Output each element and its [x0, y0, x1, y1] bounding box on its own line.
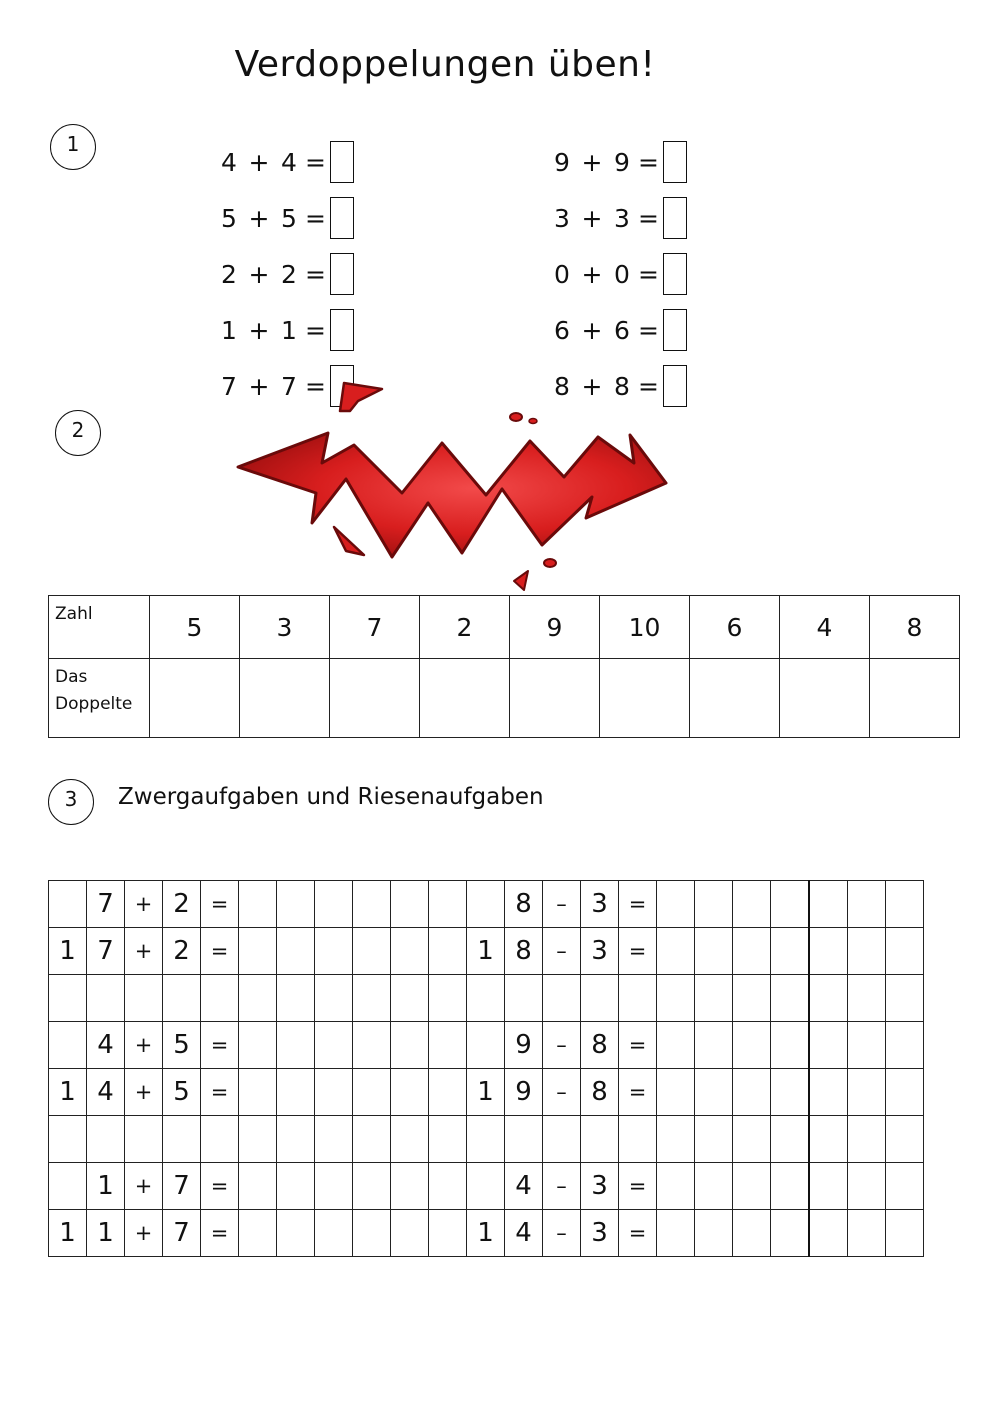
label-line-1: Das	[55, 667, 88, 687]
grid-cell[interactable]	[201, 1116, 239, 1163]
grid-cell: =	[619, 1022, 657, 1069]
grid-cell[interactable]	[391, 1163, 429, 1210]
grid-cell[interactable]	[315, 928, 353, 975]
grid-cell[interactable]	[848, 1163, 886, 1210]
grid-cell[interactable]	[391, 928, 429, 975]
equals-sign: =	[305, 147, 326, 177]
equation-row	[220, 307, 354, 353]
grid-cell[interactable]	[809, 1069, 848, 1116]
lightning-bolt-icon	[230, 375, 680, 600]
grid-cell[interactable]	[429, 1116, 467, 1163]
grid-cell[interactable]	[733, 975, 771, 1022]
grid-cell[interactable]	[848, 1210, 886, 1257]
grid-cell: =	[201, 1163, 239, 1210]
grid-cell[interactable]	[886, 1022, 924, 1069]
grid-cell[interactable]	[809, 975, 848, 1022]
grid-cell: =	[201, 928, 239, 975]
answer-box[interactable]	[330, 253, 354, 295]
page-title: Verdoppelungen üben!	[234, 44, 656, 85]
grid-cell[interactable]	[163, 975, 201, 1022]
grid-cell: 8	[505, 928, 543, 975]
grid-cell[interactable]	[695, 1069, 733, 1116]
grid-cell[interactable]	[315, 1069, 353, 1116]
plus-sign: +	[248, 259, 270, 289]
grid-cell[interactable]	[657, 1116, 695, 1163]
grid-cell[interactable]	[657, 1069, 695, 1116]
answer-cell[interactable]	[870, 659, 960, 738]
grid-cell[interactable]	[543, 1116, 581, 1163]
grid-cell[interactable]	[391, 1210, 429, 1257]
grid-cell: 7	[163, 1210, 201, 1257]
grid-cell: 2	[163, 881, 201, 928]
grid-cell[interactable]	[809, 1163, 848, 1210]
grid-cell: –	[543, 1210, 581, 1257]
grid-cell[interactable]	[429, 1069, 467, 1116]
answer-cell[interactable]	[510, 659, 600, 738]
number-cell: 3	[240, 596, 330, 659]
equals-sign: =	[638, 147, 659, 177]
grid-cell[interactable]	[695, 1163, 733, 1210]
operand-a: 9	[554, 147, 570, 177]
bolt-fragment-dot	[544, 559, 556, 567]
grid-cell[interactable]	[239, 1022, 277, 1069]
grid-cell[interactable]	[886, 881, 924, 928]
number-cell: 9	[510, 596, 600, 659]
answer-box[interactable]	[663, 309, 687, 351]
answer-cell[interactable]	[330, 659, 420, 738]
number-cell: 10	[600, 596, 690, 659]
section-3-subtitle: Zwergaufgaben und Riesenaufgaben	[118, 784, 544, 810]
grid-cell[interactable]	[848, 881, 886, 928]
grid-cell[interactable]	[886, 975, 924, 1022]
grid-cell[interactable]	[771, 881, 810, 928]
grid-cell[interactable]	[886, 928, 924, 975]
grid-cell[interactable]	[771, 1069, 810, 1116]
equals-sign: =	[305, 371, 326, 401]
grid-cell: 4	[87, 1022, 125, 1069]
grid-cell: =	[201, 1210, 239, 1257]
operand-b: 5	[281, 203, 297, 233]
answer-cell[interactable]	[420, 659, 510, 738]
grid-cell[interactable]	[657, 928, 695, 975]
plus-sign: +	[581, 147, 603, 177]
answer-box[interactable]	[663, 197, 687, 239]
bolt-fragment-dot	[529, 419, 537, 424]
grid-cell[interactable]	[315, 1163, 353, 1210]
grid-cell[interactable]	[771, 1116, 810, 1163]
grid-cell[interactable]	[809, 881, 848, 928]
grid-cell: –	[543, 1163, 581, 1210]
grid-cell[interactable]	[809, 1116, 848, 1163]
number-cell: 8	[870, 596, 960, 659]
operand-b: 4	[281, 147, 297, 177]
equation-row	[553, 195, 687, 241]
grid-cell: =	[619, 1210, 657, 1257]
grid-cell[interactable]	[429, 928, 467, 975]
grid-cell: 3	[581, 1210, 619, 1257]
grid-row	[49, 1022, 924, 1069]
operand-a: 6	[554, 315, 570, 345]
answer-box[interactable]	[330, 141, 354, 183]
grid-cell[interactable]	[277, 1116, 315, 1163]
plus-sign: +	[248, 147, 270, 177]
grid-cell[interactable]	[771, 975, 810, 1022]
operand-a: 0	[554, 259, 570, 289]
grid-cell: =	[619, 1069, 657, 1116]
grid-cell: 1	[49, 1210, 87, 1257]
grid-row	[49, 1163, 924, 1210]
grid-cell[interactable]	[239, 1210, 277, 1257]
grid-cell: 4	[505, 1163, 543, 1210]
equation-row	[220, 139, 354, 185]
grid-cell[interactable]	[695, 928, 733, 975]
grid-cell: =	[201, 1069, 239, 1116]
grid-cell[interactable]	[657, 1210, 695, 1257]
grid-row	[49, 1210, 924, 1257]
answer-box[interactable]	[330, 309, 354, 351]
grid-cell[interactable]	[201, 975, 239, 1022]
grid-cell[interactable]	[353, 975, 391, 1022]
grid-cell[interactable]	[848, 1022, 886, 1069]
grid-cell[interactable]	[353, 1163, 391, 1210]
grid-cell: +	[125, 928, 163, 975]
answer-cell[interactable]	[600, 659, 690, 738]
plus-sign: +	[581, 315, 603, 345]
grid-cell[interactable]	[733, 1069, 771, 1116]
grid-cell[interactable]	[277, 975, 315, 1022]
grid-cell[interactable]	[771, 1210, 810, 1257]
grid-cell[interactable]	[809, 1210, 848, 1257]
number-cell: 4	[780, 596, 870, 659]
grid-cell[interactable]	[695, 1210, 733, 1257]
grid-cell[interactable]	[49, 1116, 87, 1163]
grid-cell: 3	[581, 1163, 619, 1210]
grid-cell[interactable]	[733, 1022, 771, 1069]
grid-cell: –	[543, 928, 581, 975]
plus-sign: +	[248, 315, 270, 345]
operand-a: 1	[221, 315, 237, 345]
grid-cell[interactable]	[809, 1022, 848, 1069]
grid-cell[interactable]	[353, 1022, 391, 1069]
grid-cell: 1	[467, 928, 505, 975]
grid-cell[interactable]	[315, 1022, 353, 1069]
grid-row	[49, 1069, 924, 1116]
grid-cell[interactable]	[49, 881, 87, 928]
grid-cell[interactable]	[87, 1116, 125, 1163]
grid-row	[49, 881, 924, 928]
grid-cell[interactable]	[429, 1210, 467, 1257]
grid-cell[interactable]	[657, 1163, 695, 1210]
grid-cell[interactable]	[695, 1022, 733, 1069]
equals-sign: =	[305, 203, 326, 233]
bolt-shape	[238, 433, 666, 557]
grid-cell[interactable]	[315, 881, 353, 928]
grid-cell[interactable]	[125, 1116, 163, 1163]
answer-box[interactable]	[663, 253, 687, 295]
grid-cell: 7	[87, 881, 125, 928]
grid-cell: =	[201, 881, 239, 928]
operand-a: 5	[221, 203, 237, 233]
grid-cell[interactable]	[239, 881, 277, 928]
label-line-2: Doppelte	[55, 694, 133, 714]
operand-b: 3	[614, 203, 630, 233]
grid-cell[interactable]	[239, 1116, 277, 1163]
operand-b: 6	[614, 315, 630, 345]
grid-cell[interactable]	[429, 1022, 467, 1069]
grid-row	[49, 1116, 924, 1163]
grid-cell[interactable]	[733, 1210, 771, 1257]
grid-cell[interactable]	[49, 1022, 87, 1069]
operand-a: 2	[221, 259, 237, 289]
grid-cell[interactable]	[277, 1210, 315, 1257]
grid-cell[interactable]	[733, 1163, 771, 1210]
grid-cell[interactable]	[581, 1116, 619, 1163]
grid-cell[interactable]	[239, 1163, 277, 1210]
grid-cell[interactable]	[239, 1069, 277, 1116]
grid-cell: 8	[505, 881, 543, 928]
equation-row	[220, 195, 354, 241]
operand-a: 8	[554, 371, 570, 401]
grid-cell: 1	[87, 1210, 125, 1257]
grid-cell[interactable]	[467, 881, 505, 928]
grid-cell[interactable]	[771, 928, 810, 975]
grid-cell[interactable]	[315, 975, 353, 1022]
doubling-table	[48, 595, 960, 738]
section-number-2: 2	[55, 410, 101, 456]
grid-cell[interactable]	[391, 1069, 429, 1116]
operand-b: 2	[281, 259, 297, 289]
grid-cell[interactable]	[315, 1210, 353, 1257]
grid-cell[interactable]	[848, 1116, 886, 1163]
grid-row	[49, 928, 924, 975]
grid-cell: =	[619, 881, 657, 928]
grid-cell: 1	[467, 1210, 505, 1257]
row-label-doppelte	[49, 659, 150, 738]
grid-cell[interactable]	[277, 881, 315, 928]
plus-sign: +	[248, 371, 270, 401]
grid-cell[interactable]	[277, 1022, 315, 1069]
grid-cell[interactable]	[695, 975, 733, 1022]
plus-sign: +	[581, 203, 603, 233]
equals-sign: =	[305, 315, 326, 345]
grid-cell: 8	[581, 1022, 619, 1069]
grid-cell[interactable]	[733, 881, 771, 928]
plus-sign: +	[248, 203, 270, 233]
grid-cell[interactable]	[163, 1116, 201, 1163]
equals-sign: =	[305, 259, 326, 289]
equation-row	[553, 139, 687, 185]
grid-cell: =	[619, 928, 657, 975]
grid-cell[interactable]	[733, 928, 771, 975]
answer-cell[interactable]	[690, 659, 780, 738]
grid-cell[interactable]	[467, 1022, 505, 1069]
grid-cell[interactable]	[277, 928, 315, 975]
equation-row	[220, 251, 354, 297]
grid-cell[interactable]	[391, 1022, 429, 1069]
grid-cell[interactable]	[771, 1163, 810, 1210]
equation-row	[553, 307, 687, 353]
grid-cell[interactable]	[619, 1116, 657, 1163]
grid-cell: 7	[163, 1163, 201, 1210]
grid-cell[interactable]	[315, 1116, 353, 1163]
grid-cell: 8	[581, 1069, 619, 1116]
grid-cell: 5	[163, 1022, 201, 1069]
grid-cell[interactable]	[391, 881, 429, 928]
grid-cell[interactable]	[657, 881, 695, 928]
equals-sign: =	[638, 371, 659, 401]
number-cell: 5	[150, 596, 240, 659]
table-row-numbers	[49, 596, 960, 659]
equals-sign: =	[638, 315, 659, 345]
grid-cell[interactable]	[886, 1116, 924, 1163]
grid-cell[interactable]	[353, 881, 391, 928]
row-label-zahl: Zahl	[49, 596, 150, 659]
operand-a: 3	[554, 203, 570, 233]
grid-cell: 1	[49, 1069, 87, 1116]
grid-cell: =	[201, 1022, 239, 1069]
grid-cell[interactable]	[848, 928, 886, 975]
grid-cell[interactable]	[467, 1163, 505, 1210]
grid-cell: 4	[505, 1210, 543, 1257]
grid-cell[interactable]	[771, 1022, 810, 1069]
grid-cell[interactable]	[429, 975, 467, 1022]
grid-cell[interactable]	[733, 1116, 771, 1163]
grid-cell[interactable]	[695, 881, 733, 928]
grid-cell[interactable]	[886, 1163, 924, 1210]
grid-cell[interactable]	[848, 1069, 886, 1116]
grid-cell: 5	[163, 1069, 201, 1116]
grid-cell: +	[125, 1022, 163, 1069]
grid-cell[interactable]	[353, 1210, 391, 1257]
grid-cell[interactable]	[391, 975, 429, 1022]
operand-b: 9	[614, 147, 630, 177]
bolt-fragment-left	[334, 527, 364, 555]
grid-cell[interactable]	[467, 1116, 505, 1163]
grid-cell[interactable]	[657, 1022, 695, 1069]
answer-cell[interactable]	[150, 659, 240, 738]
answer-cell[interactable]	[780, 659, 870, 738]
equals-sign: =	[638, 203, 659, 233]
operand-b: 0	[614, 259, 630, 289]
grid-cell[interactable]	[49, 975, 87, 1022]
operand-b: 8	[614, 371, 630, 401]
grid-cell: 7	[87, 928, 125, 975]
grid-cell[interactable]	[886, 1210, 924, 1257]
answer-cell[interactable]	[240, 659, 330, 738]
grid-cell: +	[125, 1069, 163, 1116]
grid-cell[interactable]	[353, 928, 391, 975]
grid-cell[interactable]	[886, 1069, 924, 1116]
grid-cell[interactable]	[581, 975, 619, 1022]
grid-cell[interactable]	[87, 975, 125, 1022]
math-grid	[48, 880, 924, 1257]
operand-a: 4	[221, 147, 237, 177]
operand-b: 7	[281, 371, 297, 401]
grid-cell: +	[125, 881, 163, 928]
grid-cell[interactable]	[543, 975, 581, 1022]
grid-cell: 9	[505, 1022, 543, 1069]
grid-cell: 3	[581, 928, 619, 975]
operand-b: 1	[281, 315, 297, 345]
answer-box[interactable]	[663, 141, 687, 183]
grid-cell[interactable]	[277, 1069, 315, 1116]
section-number-3: 3	[48, 779, 94, 825]
plus-sign: +	[581, 371, 603, 401]
grid-cell[interactable]	[467, 975, 505, 1022]
grid-cell: 1	[49, 928, 87, 975]
bolt-fragment-bottom	[514, 571, 528, 590]
grid-cell[interactable]	[619, 975, 657, 1022]
answer-box[interactable]	[330, 197, 354, 239]
grid-cell[interactable]	[277, 1163, 315, 1210]
grid-cell[interactable]	[353, 1069, 391, 1116]
grid-cell[interactable]	[429, 881, 467, 928]
grid-cell[interactable]	[353, 1116, 391, 1163]
grid-cell[interactable]	[239, 975, 277, 1022]
grid-cell[interactable]	[125, 975, 163, 1022]
grid-cell: =	[619, 1163, 657, 1210]
grid-cell: 1	[87, 1163, 125, 1210]
section-number-1: 1	[50, 124, 96, 170]
grid-cell: 9	[505, 1069, 543, 1116]
grid-cell: 4	[87, 1069, 125, 1116]
equals-sign: =	[638, 259, 659, 289]
grid-cell: –	[543, 1022, 581, 1069]
grid-cell: –	[543, 881, 581, 928]
grid-cell[interactable]	[848, 975, 886, 1022]
grid-cell[interactable]	[809, 928, 848, 975]
bolt-fragment-top	[340, 383, 382, 411]
number-cell: 7	[330, 596, 420, 659]
number-cell: 6	[690, 596, 780, 659]
grid-cell[interactable]	[695, 1116, 733, 1163]
grid-cell[interactable]	[657, 975, 695, 1022]
grid-cell: +	[125, 1210, 163, 1257]
bolt-fragment-dot	[510, 413, 522, 421]
plus-sign: +	[581, 259, 603, 289]
grid-cell[interactable]	[49, 1163, 87, 1210]
grid-cell[interactable]	[505, 1116, 543, 1163]
grid-cell: 1	[467, 1069, 505, 1116]
operand-a: 7	[221, 371, 237, 401]
grid-cell: +	[125, 1163, 163, 1210]
grid-cell[interactable]	[239, 928, 277, 975]
equation-row	[553, 251, 687, 297]
grid-row	[49, 975, 924, 1022]
grid-cell: 3	[581, 881, 619, 928]
grid-cell: –	[543, 1069, 581, 1116]
grid-cell[interactable]	[391, 1116, 429, 1163]
number-cell: 2	[420, 596, 510, 659]
grid-cell: 2	[163, 928, 201, 975]
table-row-doubles	[49, 659, 960, 738]
grid-cell[interactable]	[429, 1163, 467, 1210]
grid-cell[interactable]	[505, 975, 543, 1022]
